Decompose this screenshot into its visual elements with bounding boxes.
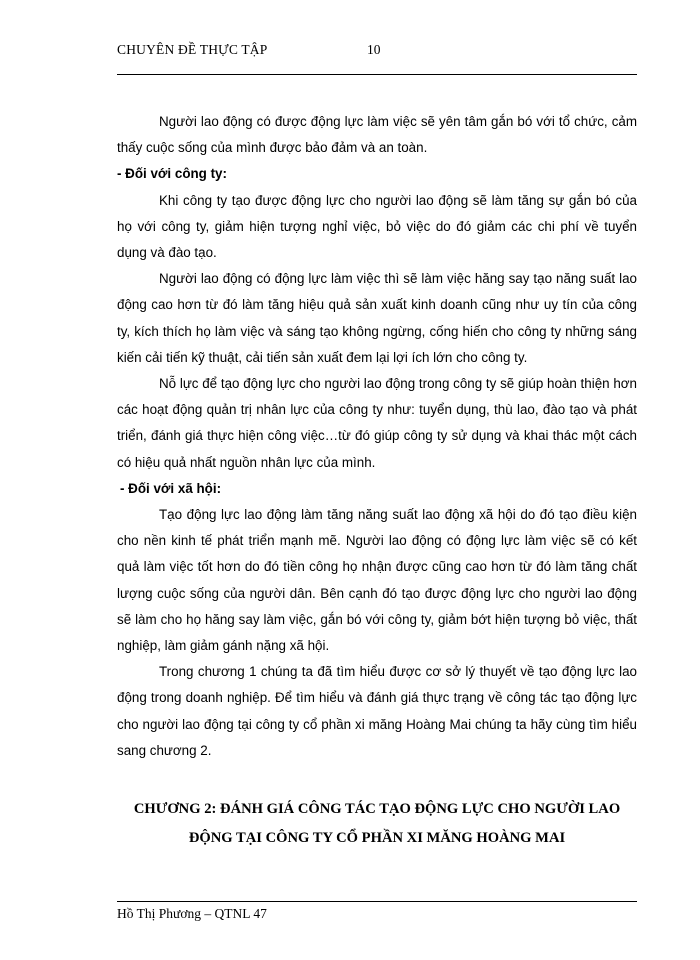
page-number: 10 — [367, 42, 381, 57]
page-header — [117, 40, 637, 62]
section-heading-society: - Đối với xã hội: — [120, 480, 222, 496]
section-heading-company: - Đối với công ty: — [117, 166, 227, 182]
paragraph: Tạo động lực lao động làm tăng năng suất lao động xã hội do đó tạo điều kiện cho nền kinh tế phát triển mạnh mẽ. Người lao động có động lực làm việc sẽ có kết quả làm việc tốt hơn do đó tiền công họ nhận được cũng cao hơn từ đó làm tăng chất lượng cuộc sống của người dân. Bên cạnh đó tạo được động lực cho người lao động sẽ làm cho họ hăng say làm việc, gắn bó với công ty, giảm bớt hiện tượng bỏ việc, thất nghiệp, làm giảm gánh nặng xã hội. — [117, 507, 637, 654]
paragraph: Khi công ty tạo được động lực cho người lao động sẽ làm tăng sự gắn bó của họ với công ty, giảm hiện tượng nghỉ việc, bỏ việc do đó giảm các chi phí về tuyển dụng và đào tạo. — [117, 192, 637, 261]
document-body — [117, 109, 637, 764]
paragraph: Người lao động có được động lực làm việc sẽ yên tâm gắn bó với tổ chức, cảm thấy cuộc sống của mình được bảo đảm và an toàn. — [117, 114, 637, 156]
chapter-title-line-2: ĐỘNG TẠI CÔNG TY CỔ PHẦN XI MĂNG HOÀNG MAI — [188, 830, 566, 846]
chapter-title — [117, 795, 637, 853]
header-title: CHUYÊN ĐỀ THỰC TẬP — [117, 42, 268, 57]
paragraph: Trong chương 1 chúng ta đã tìm hiểu được cơ sở lý thuyết về tạo động lực lao động trong doanh nghiệp. Để tìm hiểu và đánh giá thực trạng về công tác tạo động lực cho người lao động tại công ty cổ phần xi măng Hoàng Mai chúng ta hãy cùng tìm hiểu sang chương 2. — [117, 664, 637, 758]
chapter-title-line-1: CHƯƠNG 2: ĐÁNH GIÁ CÔNG TÁC TẠO ĐỘNG LỰC CHO NGƯỜI LAO — [133, 801, 621, 817]
page-footer: Hồ Thị Phương – QTNL 47 — [117, 906, 267, 921]
header-divider — [117, 74, 637, 75]
footer-divider — [117, 901, 637, 902]
paragraph: Người lao động có động lực làm việc thì sẽ làm việc hăng say tạo năng suất lao động cao hơn từ đó làm tăng hiệu quả sản xuất kinh doanh cũng như uy tín của công ty, kích thích họ làm việc và sáng tạo không ngừng, cống hiến cho công ty những sáng kiến cải tiến kỹ thuật, cải tiến sản xuất đem lại lợi ích lớn cho công ty. — [117, 271, 637, 365]
paragraph: Nỗ lực để tạo động lực cho người lao động trong công ty sẽ giúp hoàn thiện hơn các hoạt động quản trị nhân lực của công ty như: tuyển dụng, thù lao, đào tạo và phát triển, đánh giá thực hiện công việc…từ đó giúp công ty sử dụng và khai thác một cách có hiệu quả nhất nguồn nhân lực của mình. — [117, 376, 637, 470]
